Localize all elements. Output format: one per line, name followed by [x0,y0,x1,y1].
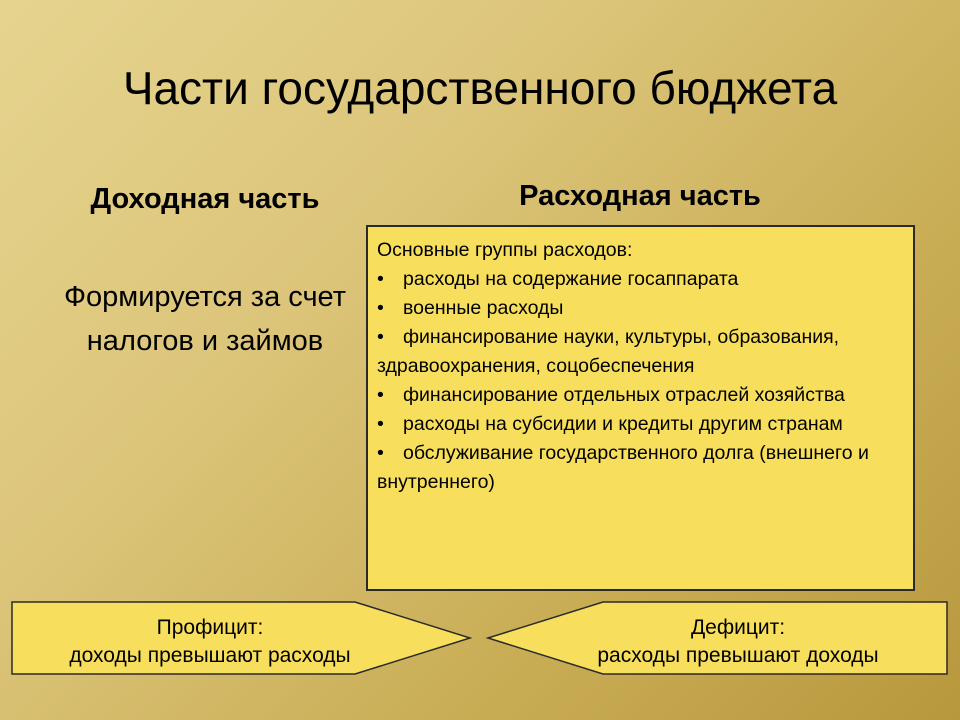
bullet-icon: • [377,268,384,290]
surplus-description: доходы превышают расходы [69,644,351,667]
deficit-callout [538,614,938,670]
deficit-label: Дефицит: [690,616,786,639]
bullet-icon: • [377,384,384,406]
bullet-icon: • [377,326,384,348]
surplus-callout [20,614,400,670]
list-item-text: финансирование науки, культуры, образования, здравоохранения, соцобеспечения [377,326,840,377]
list-item-text: финансирование отдельных отраслей хозяйства [403,384,845,406]
income-heading: Доходная часть [90,183,320,215]
list-item-text: расходы на субсидии и кредиты другим странам [403,413,843,435]
bullet-icon: • [377,297,384,319]
deficit-description: расходы превышают доходы [597,644,879,667]
list-item-text: расходы на содержание госаппарата [403,268,739,290]
list-item-text: обслуживание государственного долга (внешнего и внутреннего) [377,442,869,493]
expense-intro: Основные группы расходов: [377,239,633,261]
bullet-icon: • [377,413,384,435]
list-item-text: военные расходы [403,297,564,319]
bullet-icon: • [377,442,384,464]
slide-title: Части государственного бюджета [122,62,838,114]
expense-heading: Расходная часть [519,180,761,212]
income-description: Формируется за счет налогов и займов [63,281,346,357]
surplus-label: Профицит: [156,616,264,639]
